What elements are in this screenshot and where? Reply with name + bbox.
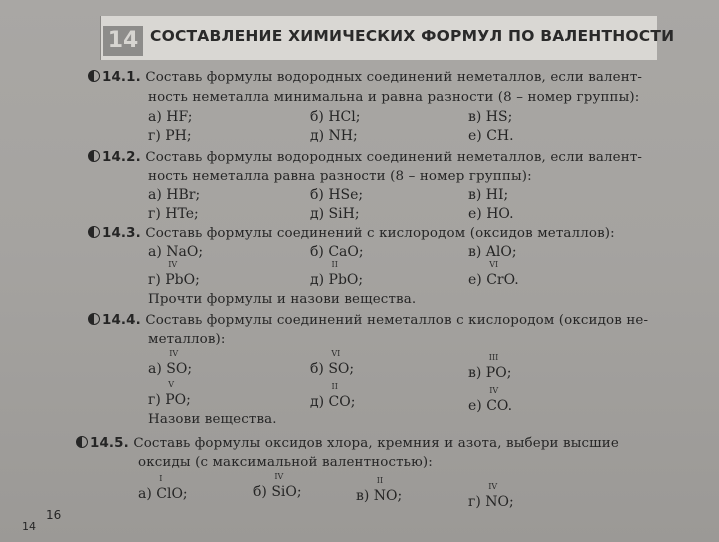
task-14-2-line-2: ность неметалла равна разности (8 – номер группы):: [148, 169, 532, 184]
chapter-title: СОСТАВЛЕНИЕ ХИМИЧЕСКИХ ФОРМУЛ ПО ВАЛЕНТНОСТИ: [150, 27, 675, 45]
option: г) PH;: [148, 128, 192, 144]
valence-mark: IV: [169, 349, 179, 358]
task-14-3-note: Прочти формулы и назови вещества.: [148, 292, 417, 307]
task-number: 14.5.: [90, 436, 129, 451]
task-text: Составь формулы соединений с кислородом (оксидов металлов):: [145, 226, 615, 241]
task-number: 14.3.: [102, 226, 141, 241]
valence-mark: VI: [331, 349, 341, 358]
option: е) IV CO.: [468, 386, 513, 414]
task-14-1-line-2: ность неметалла минимальна и равна разности (8 – номер группы):: [148, 90, 640, 105]
task-text: Составь формулы водородных соединений неметаллов, если валент-: [145, 70, 643, 85]
option: б) HSe;: [310, 187, 364, 203]
chapter-number: 14: [103, 26, 143, 56]
option: е) VI CrO.: [468, 260, 519, 288]
task-14-4-line-2: металлов):: [148, 332, 226, 347]
option: в) II NO;: [356, 476, 403, 504]
option: д) NH;: [310, 128, 358, 144]
task-14-5-line-1: [76, 436, 619, 451]
task-14-3-line-1: [88, 226, 615, 241]
task-text: Составь формулы соединений неметаллов с кислородом (оксидов не-: [145, 313, 649, 328]
task-14-2-line-1: [88, 150, 642, 165]
task-14-5-line-2: оксиды (с максимальной валентностью):: [138, 455, 433, 470]
task-text: Составь формулы водородных соединений неметаллов, если валент-: [145, 150, 643, 165]
valence-mark: IV: [274, 472, 284, 481]
valence-mark: I: [159, 474, 163, 483]
option: д) II CO;: [310, 382, 356, 410]
option: а) IV SO;: [148, 349, 193, 377]
option: а) HF;: [148, 109, 193, 125]
valence-mark: II: [331, 382, 338, 391]
valence-mark: II: [376, 476, 384, 485]
option: а) NaO;: [148, 244, 204, 260]
valence-mark: IV: [168, 260, 178, 269]
difficulty-circle-icon: [88, 150, 100, 162]
difficulty-circle-icon: [88, 70, 100, 82]
option: г) IV PbO;: [148, 260, 200, 288]
option: в) AlO;: [468, 244, 517, 260]
task-number: 14.2.: [102, 150, 141, 165]
valence-mark: III: [488, 353, 499, 362]
option: в) HI;: [468, 187, 509, 203]
option: б) VI SO;: [310, 349, 355, 377]
option: б) IV SiO;: [253, 472, 302, 500]
option: б) HCl;: [310, 109, 361, 125]
option: г) HTe;: [148, 206, 199, 222]
valence-mark: II: [331, 260, 338, 269]
task-number: 14.4.: [102, 313, 141, 328]
valence-mark: V: [168, 380, 175, 389]
option: е) CH.: [468, 128, 514, 144]
difficulty-circle-icon: [76, 436, 88, 448]
difficulty-circle-icon: [88, 313, 100, 325]
corner-page-number: 14: [22, 520, 36, 533]
task-14-1-line-1: [88, 70, 642, 85]
task-14-4-line-1: [88, 313, 648, 328]
task-text: Составь формулы оксидов хлора, кремния и азота, выбери высшие: [133, 436, 619, 451]
option: д) II PbO;: [310, 260, 364, 288]
option: г) V PO;: [148, 380, 191, 408]
option: д) SiH;: [310, 206, 360, 222]
valence-mark: IV: [488, 482, 498, 491]
valence-mark: VI: [489, 260, 499, 269]
task-14-4-note: Назови вещества.: [148, 412, 277, 427]
page-number: 16: [46, 508, 62, 522]
option: б) CaO;: [310, 244, 364, 260]
difficulty-circle-icon: [88, 226, 100, 238]
option: в) III PO;: [468, 353, 512, 381]
option: а) I ClO;: [138, 474, 188, 502]
option: е) HO.: [468, 206, 514, 222]
option: г) IV NO;: [468, 482, 514, 510]
valence-mark: IV: [489, 386, 499, 395]
option: в) HS;: [468, 109, 513, 125]
option: а) HBr;: [148, 187, 201, 203]
task-number: 14.1.: [102, 70, 141, 85]
